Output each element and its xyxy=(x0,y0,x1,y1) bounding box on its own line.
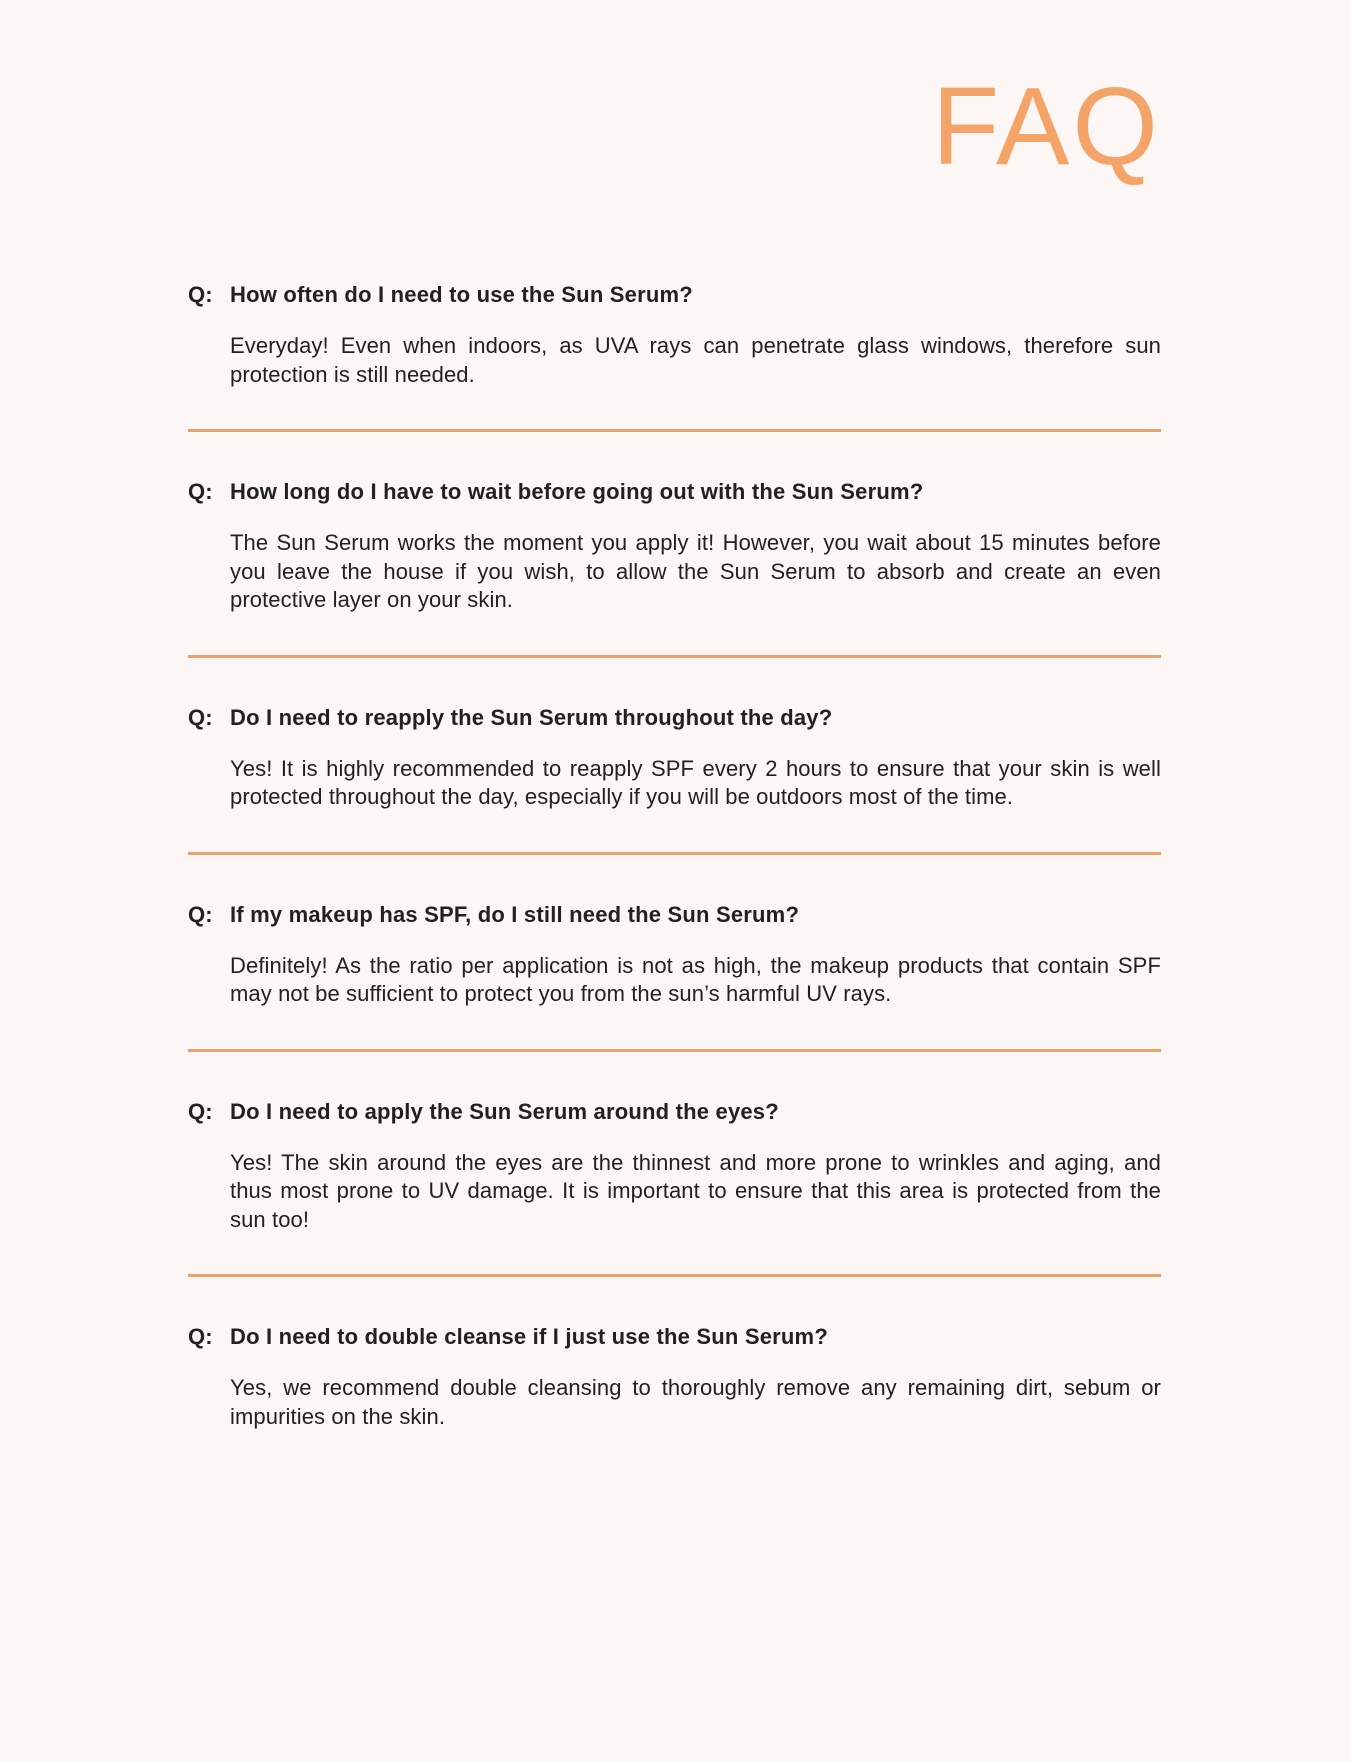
section-divider xyxy=(188,1049,1161,1052)
faq-item xyxy=(188,1324,1161,1431)
question-text: Do I need to reapply the Sun Serum throughout the day? xyxy=(230,704,833,730)
question-text: How often do I need to use the Sun Serum? xyxy=(230,282,693,307)
content-column xyxy=(188,65,1161,1431)
question-text: Do I need to apply the Sun Serum around the eyes? xyxy=(230,1098,779,1124)
answer-text: Everyday! Even when indoors, as UVA rays can penetrate glass windows, therefore sun protection is still needed. xyxy=(230,333,1161,387)
faq-page xyxy=(0,65,1350,1762)
answer-text: Yes! The skin around the eyes are the thinnest and more prone to wrinkles and aging, and thus most prone to UV damage. It is important to ensure that this area is protected from the sun too! xyxy=(230,1149,1161,1232)
section-divider xyxy=(188,852,1161,855)
question-label: Q: xyxy=(188,282,213,307)
section-divider xyxy=(188,429,1161,432)
question-text: If my makeup has SPF, do I still need the Sun Serum? xyxy=(230,901,800,927)
faq-item xyxy=(188,1099,1161,1235)
answer-text: The Sun Serum works the moment you apply it! However, you wait about 15 minutes before you leave the house if you wish, to allow the Sun Serum to absorb and create an even protective layer on your skin. xyxy=(230,530,1161,612)
page-title: FAQ xyxy=(931,65,1161,188)
question-row xyxy=(188,902,1161,928)
question-text: How long do I have to wait before going out with the Sun Serum? xyxy=(230,479,924,504)
question-text: Do I need to double cleanse if I just use the Sun Serum? xyxy=(230,1324,828,1349)
section-divider xyxy=(188,655,1161,658)
question-row xyxy=(188,1324,1161,1350)
faq-item xyxy=(188,479,1161,615)
section-divider xyxy=(188,1274,1161,1277)
question-label: Q: xyxy=(188,704,213,730)
question-row xyxy=(188,282,1161,308)
question-row xyxy=(188,479,1161,505)
faq-item xyxy=(188,282,1161,389)
question-row xyxy=(188,705,1161,731)
question-label: Q: xyxy=(188,1324,213,1349)
question-label: Q: xyxy=(188,479,213,504)
question-label: Q: xyxy=(188,1098,213,1124)
faq-item xyxy=(188,902,1161,1009)
question-row xyxy=(188,1099,1161,1125)
answer-text: Definitely! As the ratio per application is not as high, the makeup products that contain SPF may not be sufficient to protect you from the sun’s harmful UV rays. xyxy=(230,952,1161,1006)
answer-text: Yes! It is highly recommended to reapply SPF every 2 hours to ensure that your skin is well protected throughout the day, especially if you will be outdoors most of the time. xyxy=(230,755,1161,809)
faq-item xyxy=(188,705,1161,812)
question-label: Q: xyxy=(188,901,213,927)
answer-text: Yes, we recommend double cleansing to thoroughly remove any remaining dirt, sebum or impurities on the skin. xyxy=(230,1375,1161,1429)
